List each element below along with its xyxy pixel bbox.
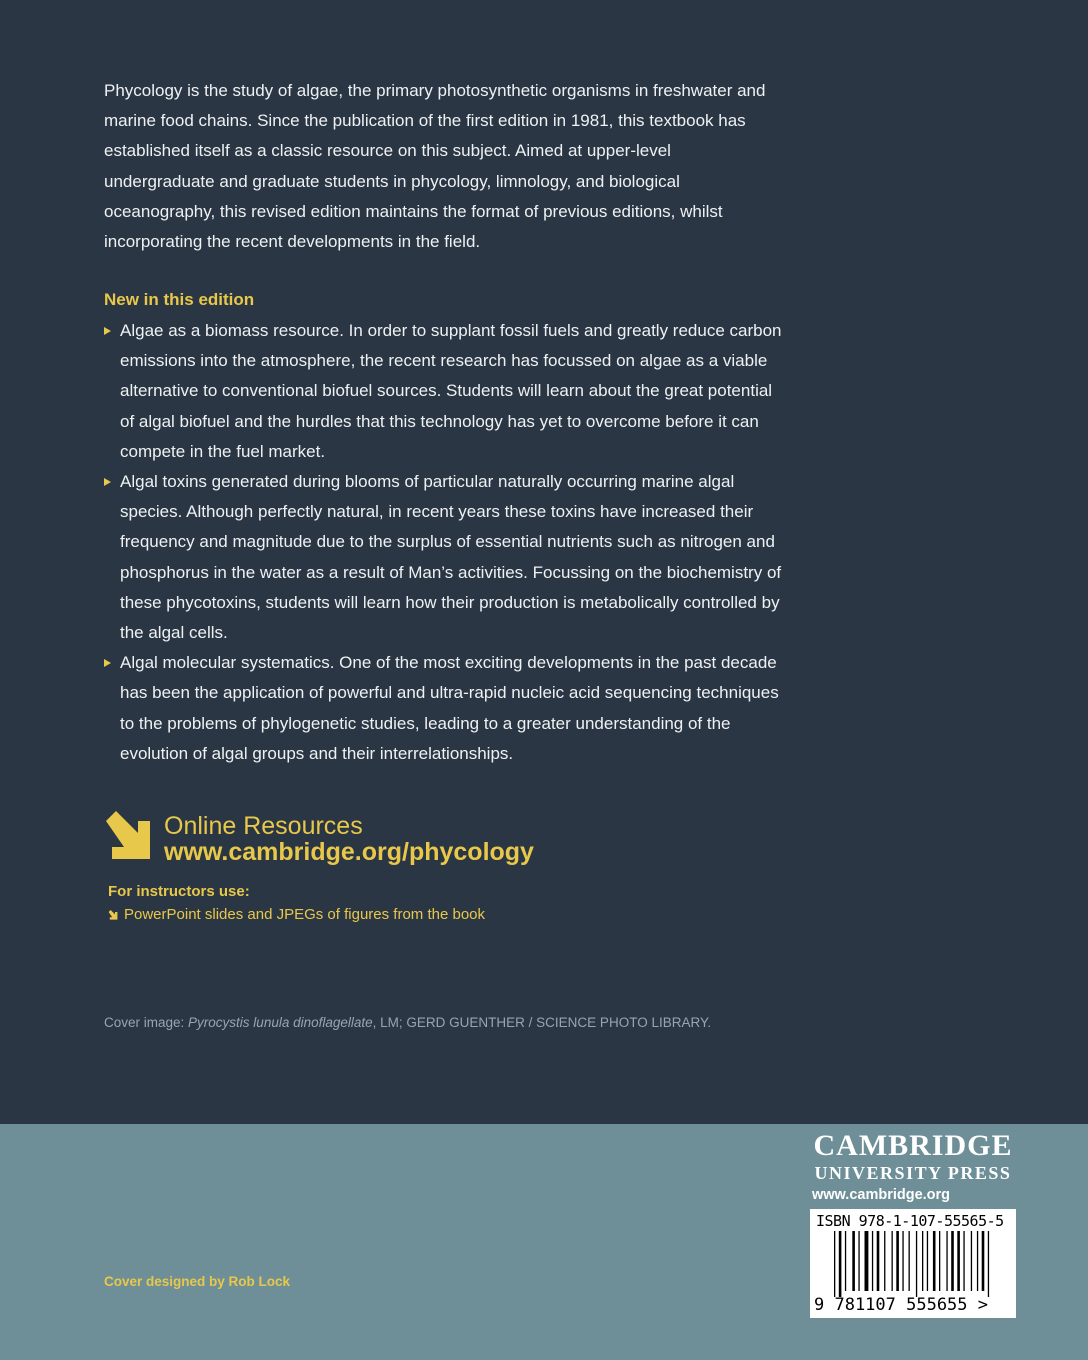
- barcode-digits: 9 781107 555655 >: [814, 1295, 988, 1315]
- barcode-bar: [927, 1231, 928, 1291]
- barcode: [810, 1209, 1016, 1318]
- cover-designer-credit: Cover designed by Rob Lock: [104, 1274, 291, 1289]
- barcode-bar: [877, 1231, 880, 1291]
- barcode-bar: [839, 1231, 842, 1297]
- barcode-bar: [982, 1231, 985, 1291]
- publisher-name: CAMBRIDGE: [813, 1129, 1013, 1162]
- list-item: [104, 648, 784, 769]
- instructors-resource-text: PowerPoint slides and JPEGs of figures from the book: [124, 906, 486, 923]
- barcode-bar: [977, 1231, 978, 1291]
- barcode-bar: [892, 1231, 893, 1291]
- publisher-subtitle: UNIVERSITY PRESS: [814, 1163, 1012, 1183]
- barcode-bar: [909, 1231, 910, 1291]
- barcode-bar: [922, 1231, 923, 1291]
- list-item-text: Algal toxins generated during blooms of particular naturally occurring marine algal species. Although perfectly natural, in recent years these toxins have increased their frequency and magnitude due to the surplus of essential nutrients such as nitrogen and phosphorus in the water as a result of Man’s activities. Focussing on the biochemistry of these phycotoxins, students will learn how their production is metabolically controlled by the algal cells.: [120, 472, 782, 643]
- cover-image-credit: Cover image: Pyrocystis lunula dinoflagellate, LM; GERD GUENTHER / SCIENCE PHOTO LIBRARY.: [104, 1015, 711, 1030]
- barcode-bar: [963, 1231, 964, 1291]
- instructors-resource-item: [108, 905, 485, 925]
- barcode-bar: [896, 1231, 899, 1291]
- list-item: [104, 316, 784, 467]
- triangle-bullet-icon: [104, 659, 111, 667]
- list-item: [104, 467, 784, 648]
- barcode-bar: [902, 1231, 903, 1291]
- species-name: Pyrocystis lunula dinoflagellate: [188, 1015, 373, 1030]
- barcode-bar: [988, 1231, 989, 1297]
- isbn-number: ISBN 978-1-107-55565-5: [816, 1212, 1004, 1230]
- list-item-text: Algae as a biomass resource. In order to supplant fossil fuels and greatly reduce carbon emissions into the atmosphere, the recent research has focussed on algae as a viable alternative to conventional biofuel sources. Students will learn about the great potential of algal biofuel and the hurdles that this technology has yet to overcome before it can compete in the fuel market.: [120, 321, 782, 461]
- barcode-bar: [858, 1231, 859, 1291]
- online-resources-link[interactable]: www.cambridge.org/phycology: [164, 838, 534, 866]
- triangle-bullet-icon: [104, 478, 111, 486]
- small-arrow-down-right-icon: [108, 910, 118, 920]
- barcode-bar: [971, 1231, 972, 1291]
- list-item-text: Algal molecular systematics. One of the most exciting developments in the past decade has been the application of powerful and ultra-rapid nucleic acid sequencing techniques to the problems of phylogenetic studies, leading to a greater understanding of the evolution of algal groups and their interrelationships.: [120, 653, 779, 763]
- barcode-bar: [916, 1231, 917, 1297]
- barcode-bar: [852, 1231, 855, 1291]
- barcode-bar: [884, 1231, 885, 1291]
- publisher-url[interactable]: www.cambridge.org: [812, 1187, 951, 1203]
- arrow-down-right-icon: [104, 811, 152, 861]
- barcode-bar: [845, 1231, 846, 1291]
- barcode-bar: [872, 1231, 873, 1291]
- barcode-bar: [865, 1231, 869, 1291]
- triangle-bullet-icon: [104, 327, 111, 335]
- intro-paragraph: Phycology is the study of algae, the primary photosynthetic organisms in freshwater and marine food chains. Since the publication of the first edition in 1981, this textbook has established itself as a classic resource on this subject. Aimed at upper-level undergraduate and graduate students in phycology, limnology, and biological oceanography, this revised edition maintains the format of previous editions, whilst incorporating the recent developments in the field.: [104, 81, 766, 252]
- instructors-heading: For instructors use:: [108, 883, 250, 900]
- barcode-bar: [946, 1231, 947, 1291]
- barcode-bar: [834, 1231, 835, 1297]
- barcode-bar: [957, 1231, 960, 1291]
- barcode-bar: [933, 1231, 936, 1291]
- new-edition-heading: New in this edition: [104, 290, 255, 309]
- online-resources-title: Online Resources: [164, 812, 363, 840]
- barcode-bar: [939, 1231, 940, 1291]
- barcode-bars: [834, 1231, 1000, 1297]
- barcode-bar: [951, 1231, 954, 1291]
- new-edition-list: [104, 316, 784, 769]
